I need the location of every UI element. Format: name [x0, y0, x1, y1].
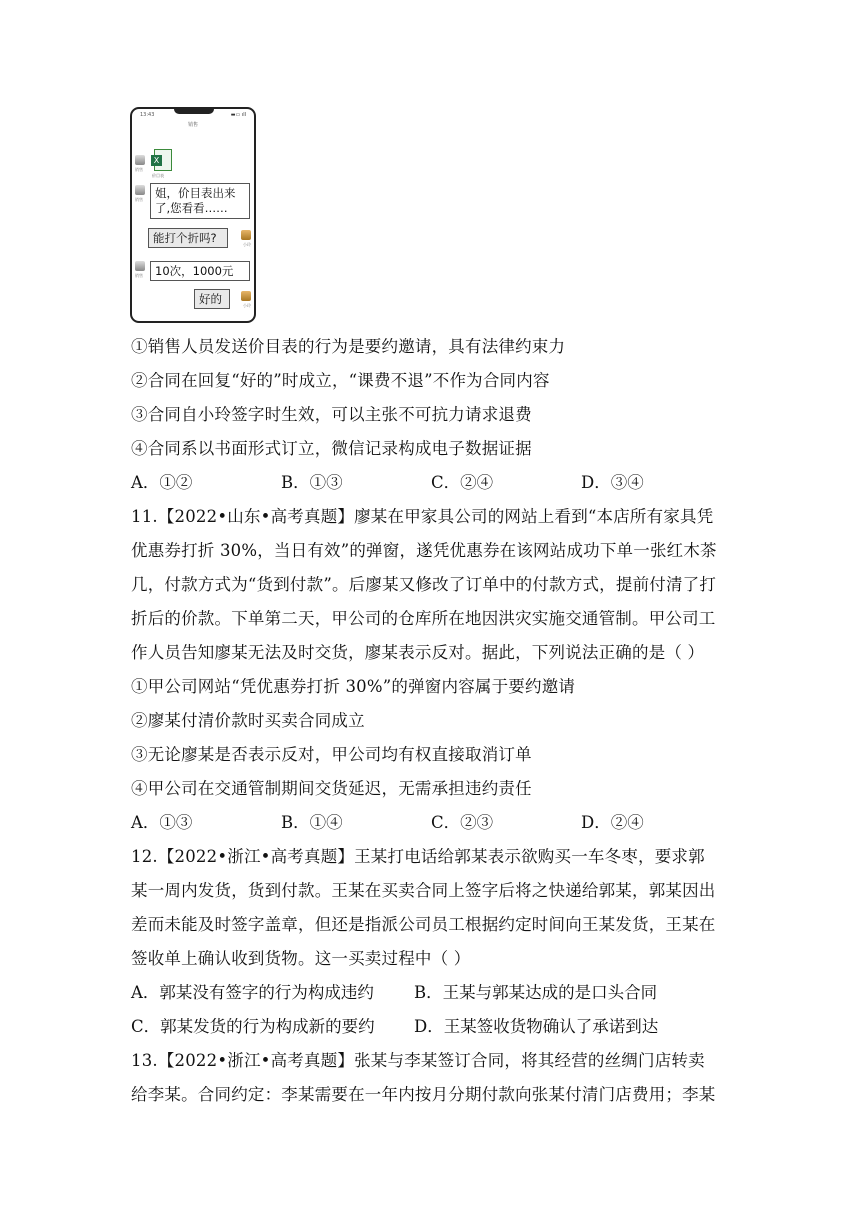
option-b: B．①③ [281, 473, 343, 492]
chat-bubble-ok: 好的 [194, 289, 230, 309]
question-text: 某一周内发货，货到付款。王某在买卖合同上签字后将之快递给郭某，郭某因出 [131, 881, 716, 900]
receiver-avatar [241, 291, 251, 301]
option-c: C．②③ [431, 813, 494, 832]
sender-name: 销售 [135, 273, 143, 278]
option-c: C．②④ [431, 473, 494, 492]
statement: ③合同自小玲签字时生效，可以主张不可抗力请求退费 [131, 405, 532, 424]
sender-name: 销售 [135, 197, 143, 202]
option-b: B．王某与郭某达成的是口头合同 [414, 983, 658, 1002]
chat-bubble-discount: 能打个折吗? [148, 228, 228, 248]
question-text: 差而未能及时签字盖章，但还是指派公司员工根据约定时间向王某发货，王某在 [131, 915, 716, 934]
sender-avatar [135, 185, 145, 195]
option-a: A．①② [131, 473, 193, 492]
file-name: 价目表 [152, 173, 164, 178]
statement: ③无论廖某是否表示反对，甲公司均有权直接取消订单 [131, 745, 532, 764]
option-d: D．②④ [581, 813, 644, 832]
excel-file-icon: X [154, 149, 172, 171]
question-text: 折后的价款。下单第二天，甲公司的仓库所在地因洪灾实施交通管制。甲公司工 [131, 609, 716, 628]
statement: ①销售人员发送价目表的行为是要约邀请，具有法律约束力 [131, 337, 566, 356]
question-text: 优惠券打折 30%，当日有效”的弹窗，遂凭优惠券在该网站成功下单一张红木茶 [131, 541, 717, 560]
phone-notch [174, 107, 214, 114]
sender-avatar [135, 261, 145, 271]
status-time: 13:43 [140, 112, 155, 118]
chat-screenshot [130, 107, 256, 323]
question-text: 几，付款方式为“货到付款”。后廖某又修改了订单中的付款方式，提前付清了打 [131, 575, 717, 594]
question-text: 12.【2022•浙江•高考真题】王某打电话给郭某表示欲购买一车冬枣，要求郭 [131, 847, 705, 866]
question-text: 签收单上确认收到货物。这一买卖过程中（ ） [131, 949, 471, 968]
option-c: C．郭某发货的行为构成新的要约 [131, 1017, 375, 1036]
statement: ④合同系以书面形式订立，微信记录构成电子数据证据 [131, 439, 532, 458]
statement: ①甲公司网站“凭优惠券打折 30%”的弹窗内容属于要约邀请 [131, 677, 576, 696]
status-icons: ▬▭ ıll [230, 112, 246, 118]
sender-avatar [135, 155, 145, 165]
option-a: A．①③ [131, 813, 193, 832]
question-text: 13.【2022•浙江•高考真题】张某与李某签订合同，将其经营的丝绸门店转卖 [131, 1051, 705, 1070]
question-text: 11.【2022•山东•高考真题】廖某在甲家具公司的网站上看到“本店所有家具凭 [131, 507, 714, 526]
statement: ②合同在回复“好的”时成立，“课费不退”不作为合同内容 [131, 371, 550, 390]
chat-title: 销售 [187, 122, 198, 128]
option-d: D．③④ [581, 473, 644, 492]
option-d: D．王某签收货物确认了承诺到达 [414, 1017, 659, 1036]
receiver-avatar [241, 230, 251, 240]
question-text: 作人员告知廖某无法及时交货，廖某表示反对。据此，下列说法正确的是（ ） [131, 643, 705, 662]
option-a: A．郭某没有签字的行为构成违约 [131, 983, 374, 1002]
receiver-name: 小玲 [243, 242, 251, 247]
question-text: 给李某。合同约定：李某需要在一年内按月分期付款向张某付清门店费用；李某 [131, 1085, 716, 1104]
option-b: B．①④ [281, 813, 343, 832]
sender-name: 销售 [135, 167, 143, 172]
statement: ④甲公司在交通管制期间交货延迟，无需承担违约责任 [131, 779, 532, 798]
chat-bubble-price: 10次，1000元 [150, 261, 250, 281]
receiver-name: 小玲 [243, 303, 251, 308]
statement: ②廖某付清价款时买卖合同成立 [131, 711, 365, 730]
chat-bubble-price-list: 姐，价目表出来 了,您看看…… [150, 183, 250, 219]
